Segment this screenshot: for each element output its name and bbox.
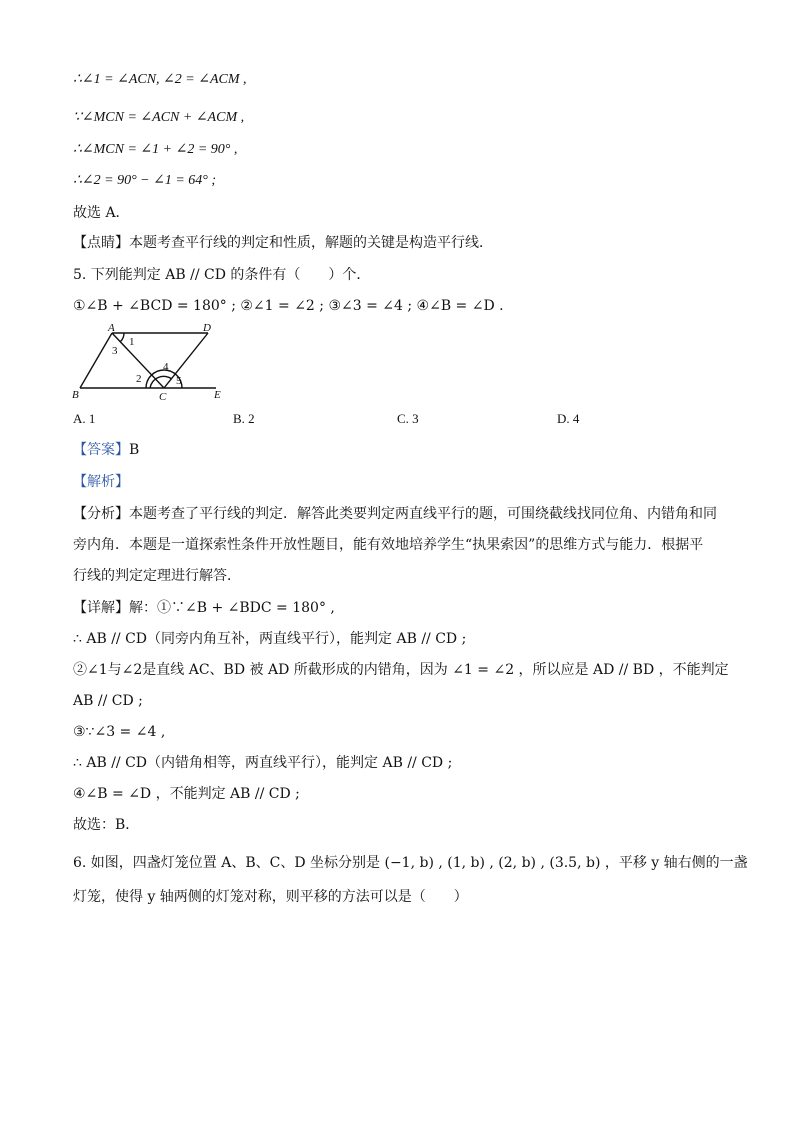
answer-tag: 【答案】 <box>73 442 129 458</box>
point-label-e: E <box>214 389 221 401</box>
answer-line <box>73 440 139 460</box>
detail-line-3: ②∠1与∠2是直线 AC、BD 被 AD 所截形成的内错角，因为 ∠1 = ∠2 ，所以应是 AD // BD ，不能判定 <box>73 662 729 678</box>
fenxi-line-2: 旁内角．本题是一道探索性条件开放性题目，能有效地培养学生“执果索因”的思维方式与能力．根据平 <box>73 537 704 553</box>
choice-b[interactable]: B. 2 <box>233 411 255 426</box>
detail-tag: 【详解】 <box>73 600 129 616</box>
angle-label-1: 1 <box>129 336 135 348</box>
detail-text-1: 解：①∵∠B + ∠BDC = 180° , <box>129 600 335 616</box>
fenxi-tag: 【分析】 <box>73 506 129 522</box>
detail-line-1 <box>73 598 335 618</box>
choice-a[interactable]: A. 1 <box>73 411 96 426</box>
point-label-a: A <box>108 322 115 334</box>
answer-value: B <box>129 442 140 458</box>
point-label-d: D <box>203 322 211 334</box>
dianjing-text: 本题考查平行线的判定和性质，解题的关键是构造平行线． <box>129 235 493 251</box>
angle-label-2: 2 <box>136 373 142 385</box>
solution-line-2: ∵∠MCN = ∠ACN + ∠ACM , <box>73 110 245 125</box>
geometry-figure <box>68 322 228 404</box>
question-5-conditions: ①∠B + ∠BCD = 180° ; ②∠1 = ∠2 ; ③∠3 = ∠4 ; ④∠B = ∠D . <box>73 298 504 314</box>
point-label-c: C <box>159 391 167 403</box>
detail-line-6: ∴ AB // CD（内错角相等，两直线平行），能判定 AB // CD ; <box>73 755 453 771</box>
fenxi-line-3: 行线的判定定理进行解答． <box>73 568 241 584</box>
detail-line-4: AB // CD ; <box>73 693 143 709</box>
point-label-b: B <box>72 389 79 401</box>
detail-line-8: 故选：B． <box>73 817 140 833</box>
solution-line-4: ∴∠2 = 90° − ∠1 = 64° ; <box>73 173 217 188</box>
solution-line-1: ∴∠1 = ∠ACN, ∠2 = ∠ACM , <box>73 72 247 87</box>
dianjing-tag: 【点睛】 <box>73 235 129 251</box>
dianjing-line <box>73 233 493 253</box>
choice-d[interactable]: D. 4 <box>557 411 580 426</box>
fenxi-line-1 <box>73 504 717 524</box>
detail-line-5: ③∵∠3 = ∠4 , <box>73 724 166 740</box>
angle-label-4: 4 <box>163 361 169 373</box>
choice-c[interactable]: C. 3 <box>397 411 419 426</box>
solution-conclusion: 故选 A． <box>73 205 130 221</box>
angle-label-3: 3 <box>112 345 118 357</box>
question-6-line-2: 灯笼，使得 y 轴两侧的灯笼对称，则平移的方法可以是（ ） <box>73 889 468 905</box>
angle-label-5: 5 <box>176 375 182 387</box>
fenxi-text-1: 本题考查了平行线的判定．解答此类要判定两直线平行的题，可围绕截线找同位角、内错角和同 <box>129 506 717 522</box>
question-5-stem: 5. 下列能判定 AB // CD 的条件有（ ）个． <box>73 267 371 283</box>
solution-line-3: ∴∠MCN = ∠1 + ∠2 = 90° , <box>73 142 238 157</box>
question-6-line-1: 6. 如图，四盏灯笼位置 A、B、C、D 坐标分别是 (−1, b) , (1, b) , (2, b) , (3.5, b) ，平移 y 轴右侧的一盏 <box>73 855 748 871</box>
detail-line-7: ④∠B = ∠D ，不能判定 AB // CD ; <box>73 786 300 802</box>
detail-line-2: ∴ AB // CD（同旁内角互补，两直线平行），能判定 AB // CD ; <box>73 631 467 647</box>
analysis-tag: 【解析】 <box>73 474 129 490</box>
